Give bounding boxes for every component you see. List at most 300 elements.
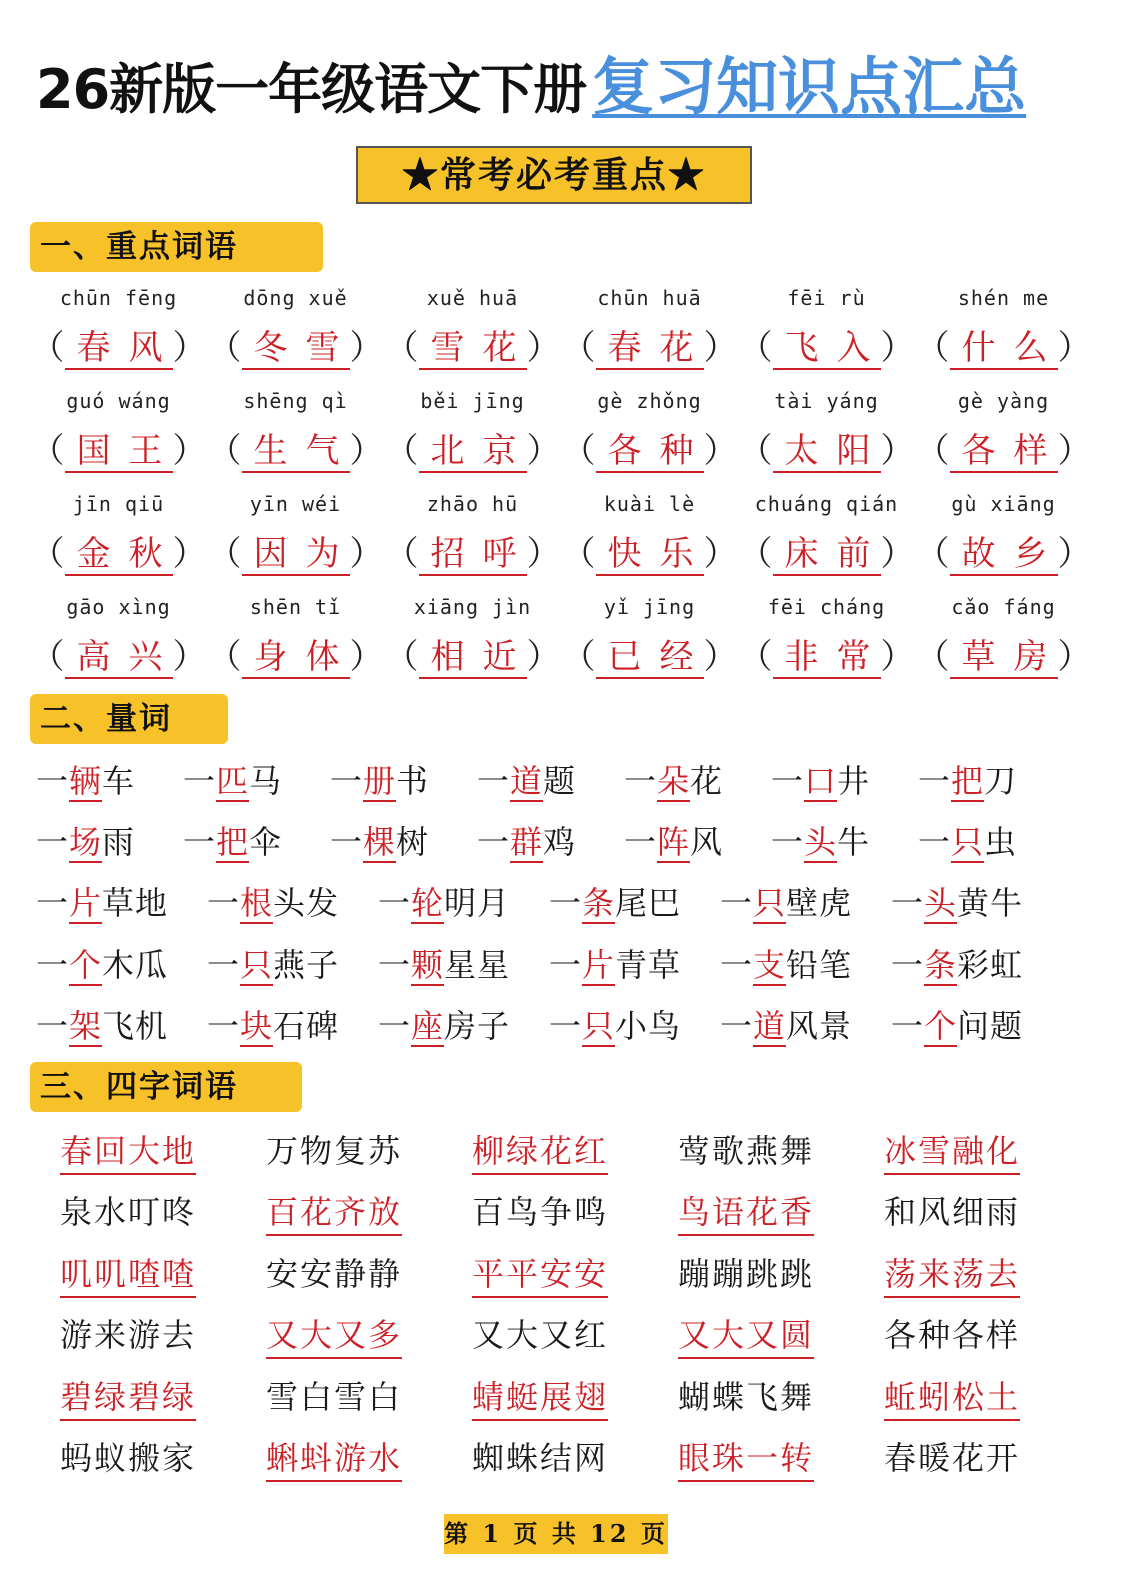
paren-close: ） <box>1057 637 1092 677</box>
paren-open: （ <box>207 637 242 677</box>
measure-noun: 书 <box>396 762 430 800</box>
idiom-text: 鸟语花香 <box>678 1190 814 1236</box>
idiom-item <box>884 1433 1090 1483</box>
paren-open: （ <box>738 328 773 368</box>
word-hanzi: 草房 <box>950 637 1058 679</box>
paren-open: （ <box>207 534 242 574</box>
word-hanzi: 生气 <box>242 431 350 473</box>
word-hanzi-line <box>561 326 738 370</box>
measure-prefix: 一 <box>378 884 412 922</box>
idiom-item <box>266 1249 472 1299</box>
word-pinyin: zhāo hū <box>426 492 519 516</box>
word-item <box>207 282 384 385</box>
word-hanzi: 什么 <box>950 328 1058 370</box>
idiom-text: 和风细雨 <box>884 1193 1021 1231</box>
idiom-text: 又大又圆 <box>678 1313 814 1359</box>
measure-prefix: 一 <box>720 884 754 922</box>
word-hanzi-line <box>207 326 384 370</box>
measure-prefix: 一 <box>330 823 364 861</box>
word-item <box>738 385 915 488</box>
page-number: 第 1 页 共 12 页 <box>444 1514 668 1554</box>
paren-open: （ <box>30 431 65 471</box>
word-hanzi: 因为 <box>242 534 350 576</box>
idiom-item <box>678 1249 884 1299</box>
idiom-text: 碧绿碧绿 <box>60 1375 196 1421</box>
idiom-text: 百花齐放 <box>266 1190 402 1236</box>
measure-word <box>549 940 720 990</box>
measure-noun: 风 <box>690 823 724 861</box>
measure-prefix: 一 <box>183 762 217 800</box>
word-hanzi-line <box>561 635 738 679</box>
measure-prefix: 一 <box>720 946 754 984</box>
paren-open: （ <box>30 328 65 368</box>
measure-noun: 风景 <box>786 1007 853 1045</box>
paren-open: （ <box>915 328 950 368</box>
measure-noun: 铅笔 <box>786 946 853 984</box>
idiom-text: 冰雪融化 <box>884 1129 1020 1175</box>
word-hanzi-line <box>738 429 915 473</box>
word-item <box>384 385 561 488</box>
measure-classifier: 场 <box>69 823 103 861</box>
word-row <box>30 385 1092 488</box>
measure-classifier: 册 <box>363 762 397 800</box>
measure-noun: 问题 <box>957 1007 1024 1045</box>
measure-noun: 飞机 <box>102 1007 169 1045</box>
idiom-text: 游来游去 <box>60 1316 197 1354</box>
measure-word <box>477 756 624 806</box>
word-row <box>30 488 1092 591</box>
measure-row <box>36 756 1065 806</box>
measure-word <box>771 756 918 806</box>
measure-noun: 黄牛 <box>957 884 1024 922</box>
idiom-text: 各种各样 <box>884 1316 1021 1354</box>
word-row <box>30 591 1092 694</box>
word-hanzi-line <box>207 635 384 679</box>
measure-classifier: 朵 <box>657 762 691 800</box>
measure-noun: 刀 <box>984 762 1018 800</box>
word-hanzi-line <box>384 429 561 473</box>
word-hanzi: 太阳 <box>773 431 881 473</box>
paren-open: （ <box>738 534 773 574</box>
measure-classifier: 只 <box>753 884 787 922</box>
paren-open: （ <box>561 637 596 677</box>
paren-close: ） <box>349 534 384 574</box>
measure-word <box>378 940 549 990</box>
idiom-item <box>472 1433 678 1483</box>
idiom-item <box>60 1187 266 1237</box>
word-hanzi-line <box>738 532 915 576</box>
measure-prefix: 一 <box>378 1007 412 1045</box>
paren-open: （ <box>207 328 242 368</box>
word-item <box>207 385 384 488</box>
paren-close: ） <box>880 534 915 574</box>
word-hanzi-line <box>561 532 738 576</box>
idiom-item <box>678 1126 884 1176</box>
word-item <box>30 488 207 591</box>
idiom-text: 万物复苏 <box>266 1132 403 1170</box>
measure-prefix: 一 <box>624 762 658 800</box>
paren-close: ） <box>526 328 561 368</box>
word-item <box>207 488 384 591</box>
measure-word <box>771 817 918 867</box>
word-pinyin: yǐ jīng <box>603 595 696 619</box>
measure-classifier: 辆 <box>69 762 103 800</box>
word-hanzi: 北京 <box>419 431 527 473</box>
measure-prefix: 一 <box>36 946 70 984</box>
paren-close: ） <box>349 328 384 368</box>
measure-classifier: 根 <box>240 884 274 922</box>
measure-classifier: 棵 <box>363 823 397 861</box>
section-key-words-header: 一、重点词语 <box>30 222 323 272</box>
measure-word <box>330 756 477 806</box>
idiom-item <box>678 1187 884 1237</box>
measure-prefix: 一 <box>183 823 217 861</box>
measure-noun: 马 <box>249 762 283 800</box>
idiom-item <box>884 1310 1090 1360</box>
measure-classifier: 片 <box>582 946 616 984</box>
paren-close: ） <box>703 431 738 471</box>
word-pinyin: jīn qiū <box>72 492 165 516</box>
paren-open: （ <box>384 637 419 677</box>
idiom-item <box>60 1372 266 1422</box>
idiom-item <box>472 1249 678 1299</box>
word-hanzi: 雪花 <box>419 328 527 370</box>
word-pinyin: chūn fēng <box>59 286 178 310</box>
idiom-item <box>266 1310 472 1360</box>
word-pinyin: xiāng jìn <box>413 595 532 619</box>
measure-classifier: 块 <box>240 1007 274 1045</box>
paren-open: （ <box>30 534 65 574</box>
word-item <box>561 488 738 591</box>
idiom-text: 蝌蚪游水 <box>266 1436 402 1482</box>
measure-noun: 牛 <box>837 823 871 861</box>
measure-classifier: 颗 <box>411 946 445 984</box>
idiom-item <box>678 1372 884 1422</box>
paren-close: ） <box>172 328 207 368</box>
word-item <box>738 488 915 591</box>
word-hanzi: 床前 <box>773 534 881 576</box>
measure-noun: 鸡 <box>543 823 577 861</box>
measure-classifier: 头 <box>804 823 838 861</box>
word-item <box>738 591 915 694</box>
paren-open: （ <box>561 328 596 368</box>
word-item <box>915 591 1092 694</box>
title-part2: 复习知识点汇总 <box>592 50 1027 123</box>
word-pinyin: shēn tǐ <box>249 595 342 619</box>
measure-classifier: 只 <box>582 1007 616 1045</box>
word-item <box>915 385 1092 488</box>
measure-classifier: 把 <box>951 762 985 800</box>
idiom-row <box>60 1249 1090 1299</box>
word-hanzi-line <box>384 635 561 679</box>
word-hanzi-line <box>915 635 1092 679</box>
word-hanzi: 金秋 <box>65 534 173 576</box>
idiom-item <box>60 1126 266 1176</box>
word-hanzi: 春花 <box>596 328 704 370</box>
measure-classifier: 个 <box>924 1007 958 1045</box>
measure-prefix: 一 <box>207 1007 241 1045</box>
word-pinyin: cǎo fáng <box>951 595 1056 619</box>
idiom-row <box>60 1187 1090 1237</box>
idiom-text: 又大又多 <box>266 1313 402 1359</box>
paren-open: （ <box>384 431 419 471</box>
idiom-text: 莺歌燕舞 <box>678 1132 815 1170</box>
paren-close: ） <box>526 534 561 574</box>
paren-close: ） <box>703 534 738 574</box>
measure-word <box>720 940 891 990</box>
measure-word <box>36 1001 207 1051</box>
word-item <box>30 282 207 385</box>
measure-classifier: 头 <box>924 884 958 922</box>
word-hanzi-line <box>384 532 561 576</box>
word-hanzi: 已经 <box>596 637 704 679</box>
measure-classifier: 把 <box>216 823 250 861</box>
paren-close: ） <box>1057 328 1092 368</box>
measure-word <box>891 940 1062 990</box>
paren-close: ） <box>172 637 207 677</box>
measure-noun: 树 <box>396 823 430 861</box>
paren-open: （ <box>30 637 65 677</box>
idiom-item <box>266 1433 472 1483</box>
word-hanzi: 相近 <box>419 637 527 679</box>
word-pinyin: fēi rù <box>787 286 866 310</box>
measure-prefix: 一 <box>36 1007 70 1045</box>
measure-word <box>36 756 183 806</box>
word-item <box>384 591 561 694</box>
measure-classifier: 口 <box>804 762 838 800</box>
word-item <box>30 591 207 694</box>
word-row <box>30 282 1092 385</box>
paren-close: ） <box>172 431 207 471</box>
measure-word <box>378 878 549 928</box>
measure-classifier: 个 <box>69 946 103 984</box>
measure-noun: 明月 <box>444 884 511 922</box>
paren-open: （ <box>915 637 950 677</box>
measure-prefix: 一 <box>918 762 952 800</box>
word-pinyin: yīn wéi <box>249 492 342 516</box>
word-hanzi: 国王 <box>65 431 173 473</box>
paren-open: （ <box>384 534 419 574</box>
idiom-item <box>60 1310 266 1360</box>
word-hanzi-line <box>30 429 207 473</box>
paren-close: ） <box>880 328 915 368</box>
paren-close: ） <box>880 637 915 677</box>
measure-word <box>36 940 207 990</box>
word-pinyin: chuáng qián <box>754 492 899 516</box>
measure-prefix: 一 <box>549 884 583 922</box>
word-item <box>30 385 207 488</box>
idiom-text: 雪白雪白 <box>266 1378 403 1416</box>
measure-classifier: 只 <box>240 946 274 984</box>
paren-open: （ <box>207 431 242 471</box>
measure-noun: 伞 <box>249 823 283 861</box>
paren-close: ） <box>1057 431 1092 471</box>
word-item <box>561 385 738 488</box>
measure-word <box>624 756 771 806</box>
idiom-item <box>266 1187 472 1237</box>
word-pinyin: xuě huā <box>426 286 519 310</box>
word-hanzi: 冬雪 <box>242 328 350 370</box>
word-item <box>738 282 915 385</box>
word-item <box>561 282 738 385</box>
idiom-text: 平平安安 <box>472 1252 608 1298</box>
word-item <box>207 591 384 694</box>
paren-open: （ <box>561 534 596 574</box>
measure-noun: 尾巴 <box>615 884 682 922</box>
measure-row <box>36 1001 1062 1051</box>
word-hanzi-line <box>738 326 915 370</box>
paren-open: （ <box>561 431 596 471</box>
measure-classifier: 片 <box>69 884 103 922</box>
measure-word <box>183 756 330 806</box>
idiom-text: 春回大地 <box>60 1129 196 1175</box>
measure-noun: 虫 <box>984 823 1018 861</box>
measure-row <box>36 940 1062 990</box>
word-hanzi-line <box>30 635 207 679</box>
paren-open: （ <box>384 328 419 368</box>
measure-classifier: 匹 <box>216 762 250 800</box>
page-title <box>36 42 1026 132</box>
word-item <box>915 282 1092 385</box>
word-hanzi: 各样 <box>950 431 1058 473</box>
word-pinyin: shén me <box>957 286 1050 310</box>
word-hanzi-line <box>738 635 915 679</box>
paren-close: ） <box>880 431 915 471</box>
measure-word <box>330 817 477 867</box>
word-hanzi-line <box>915 326 1092 370</box>
word-pinyin: gù xiāng <box>951 492 1056 516</box>
idiom-text: 又大又红 <box>472 1316 609 1354</box>
measure-classifier: 道 <box>753 1007 787 1045</box>
idiom-text: 安安静静 <box>266 1255 403 1293</box>
measure-classifier: 阵 <box>657 823 691 861</box>
word-hanzi: 快乐 <box>596 534 704 576</box>
idiom-text: 蜘蛛结网 <box>472 1439 609 1477</box>
measure-classifier: 道 <box>510 762 544 800</box>
measure-word <box>720 878 891 928</box>
idiom-text: 蝴蝶飞舞 <box>678 1378 815 1416</box>
paren-open: （ <box>915 431 950 471</box>
measure-classifier: 架 <box>69 1007 103 1045</box>
idiom-item <box>678 1433 884 1483</box>
paren-close: ） <box>526 431 561 471</box>
measure-prefix: 一 <box>207 884 241 922</box>
measure-classifier: 轮 <box>411 884 445 922</box>
idiom-item <box>266 1372 472 1422</box>
section-idioms-header: 三、四字词语 <box>30 1062 302 1112</box>
paren-open: （ <box>915 534 950 574</box>
idiom-text: 百鸟争鸣 <box>472 1193 609 1231</box>
measure-word <box>549 1001 720 1051</box>
measure-prefix: 一 <box>720 1007 754 1045</box>
measure-classifier: 只 <box>951 823 985 861</box>
idiom-item <box>472 1126 678 1176</box>
paren-close: ） <box>703 328 738 368</box>
measure-classifier: 座 <box>411 1007 445 1045</box>
measure-classifier: 群 <box>510 823 544 861</box>
measure-prefix: 一 <box>891 1007 925 1045</box>
measure-noun: 草地 <box>102 884 169 922</box>
word-hanzi: 身体 <box>242 637 350 679</box>
measure-prefix: 一 <box>891 884 925 922</box>
measure-prefix: 一 <box>36 762 70 800</box>
idiom-text: 蚂蚁搬家 <box>60 1439 197 1477</box>
measure-word <box>207 940 378 990</box>
measure-prefix: 一 <box>36 884 70 922</box>
word-hanzi-line <box>207 429 384 473</box>
idiom-item <box>884 1249 1090 1299</box>
idiom-item <box>60 1433 266 1483</box>
word-hanzi: 春风 <box>65 328 173 370</box>
paren-close: ） <box>172 534 207 574</box>
measure-prefix: 一 <box>624 823 658 861</box>
word-item <box>384 488 561 591</box>
idiom-row <box>60 1433 1090 1483</box>
measure-word <box>378 1001 549 1051</box>
idiom-text: 蜻蜓展翅 <box>472 1375 608 1421</box>
word-pinyin: guó wáng <box>66 389 171 413</box>
word-pinyin: gè zhǒng <box>597 389 702 413</box>
idiom-item <box>60 1249 266 1299</box>
paren-close: ） <box>349 431 384 471</box>
measure-prefix: 一 <box>330 762 364 800</box>
idiom-item <box>472 1187 678 1237</box>
word-pinyin: běi jīng <box>420 389 525 413</box>
word-pinyin: kuài lè <box>603 492 696 516</box>
measure-row <box>36 817 1065 867</box>
measure-word <box>624 817 771 867</box>
measure-noun: 星星 <box>444 946 511 984</box>
word-hanzi: 飞入 <box>773 328 881 370</box>
word-hanzi: 故乡 <box>950 534 1058 576</box>
measure-noun: 雨 <box>102 823 136 861</box>
word-hanzi-line <box>207 532 384 576</box>
measure-classifier: 条 <box>582 884 616 922</box>
measure-prefix: 一 <box>549 1007 583 1045</box>
measure-noun: 车 <box>102 762 136 800</box>
measure-noun: 花 <box>690 762 724 800</box>
idiom-text: 荡来荡去 <box>884 1252 1020 1298</box>
measure-noun: 壁虎 <box>786 884 853 922</box>
key-points-banner: ★常考必考重点★ <box>356 146 752 204</box>
measure-prefix: 一 <box>549 946 583 984</box>
measure-word <box>918 756 1065 806</box>
word-hanzi: 招呼 <box>419 534 527 576</box>
word-pinyin: fēi cháng <box>767 595 886 619</box>
measure-noun: 房子 <box>444 1007 511 1045</box>
word-item <box>561 591 738 694</box>
measure-prefix: 一 <box>207 946 241 984</box>
measure-row <box>36 878 1062 928</box>
word-pinyin: tài yáng <box>774 389 879 413</box>
measure-word <box>918 817 1065 867</box>
idiom-row <box>60 1310 1090 1360</box>
idiom-item <box>884 1187 1090 1237</box>
measure-prefix: 一 <box>771 823 805 861</box>
measure-classifier: 支 <box>753 946 787 984</box>
word-pinyin: dōng xuě <box>243 286 348 310</box>
measure-prefix: 一 <box>477 762 511 800</box>
measure-noun: 石碑 <box>273 1007 340 1045</box>
word-pinyin: gè yàng <box>957 389 1050 413</box>
measure-prefix: 一 <box>918 823 952 861</box>
word-hanzi: 高兴 <box>65 637 173 679</box>
word-pinyin: gāo xìng <box>66 595 171 619</box>
measure-word <box>207 1001 378 1051</box>
idiom-item <box>678 1310 884 1360</box>
measure-word <box>477 817 624 867</box>
paren-close: ） <box>349 637 384 677</box>
